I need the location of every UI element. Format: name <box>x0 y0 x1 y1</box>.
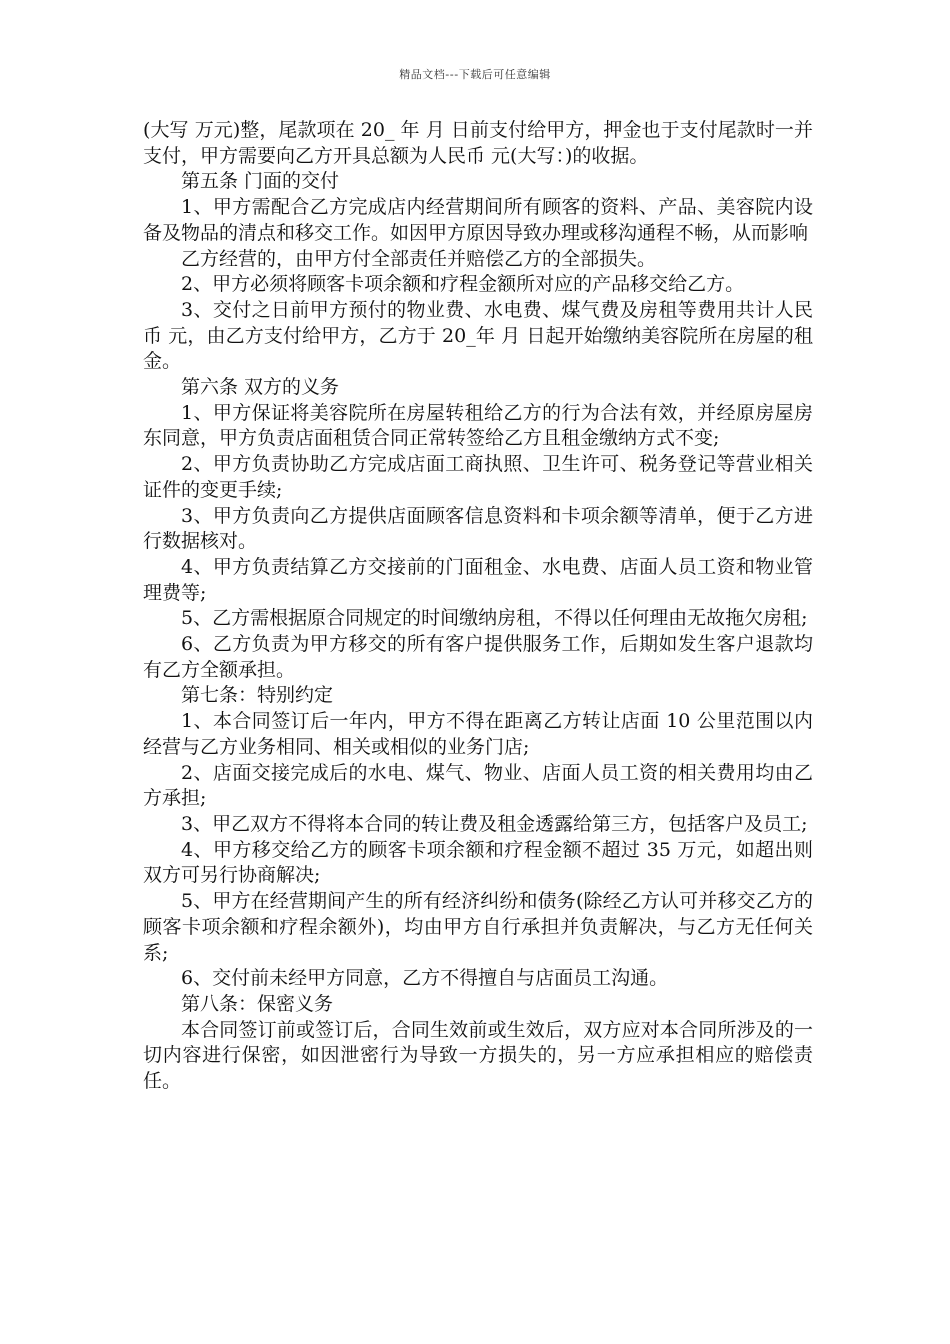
section-heading-8: 第八条：保密义务 <box>181 992 334 1015</box>
section-heading-7: 第七条：特别约定 <box>181 684 334 707</box>
paragraph-6-4: 4、甲方负责结算乙方交接前的门面租金、水电费、店面人员工资和物业管理费等; <box>143 555 813 604</box>
paragraph-7-1: 1、本合同签订后一年内，甲方不得在距离乙方转让店面 10 公里范围以内经营与乙方业务相同、相关或相似的业务门店; <box>143 710 813 758</box>
paragraph-6-2: 2、甲方负责协助乙方完成店面工商执照、卫生许可、税务登记等营业相关证件的变更手续; <box>143 453 813 501</box>
paragraph-5-3: 3、交付之日前甲方预付的物业费、水电费、煤气费及房租等费用共计人民币 元，由乙方支付给甲方，乙方于 20_年 月 日起开始缴纳美容院所在房屋的租金。 <box>143 298 813 373</box>
paragraph-7-2: 2、店面交接完成后的水电、煤气、物业、店面人员工资的相关费用均由乙方承担; <box>143 761 813 810</box>
paragraph-5-2: 2、甲方必须将顾客卡项余额和疗程金额所对应的产品移交给乙方。 <box>181 273 745 296</box>
page-header: 精品文档---下载后可任意编辑 <box>399 68 551 81</box>
paragraph-7-4: 4、甲方移交给乙方的顾客卡项余额和疗程金额不超过 35 万元，如超出则双方可另行协商解决; <box>143 838 813 887</box>
paragraph-payment-terms: (大写 万元)整，尾款项在 20_ 年 月 日前支付给甲方，押金也于支付尾款时一并支付，甲方需要向乙方开具总额为人民币 元(大写：)的收据。 <box>143 119 813 167</box>
paragraph-5-1-cont: 乙方经营的，由甲方付全部责任并赔偿乙方的全部损失。 <box>181 247 657 270</box>
paragraph-7-6: 6、交付前未经甲方同意，乙方不得擅自与店面员工沟通。 <box>181 967 669 990</box>
paragraph-6-3: 3、甲方负责向乙方提供店面顾客信息资料和卡项余额等清单，便于乙方进行数据核对。 <box>143 504 813 553</box>
section-heading-6: 第六条 双方的义务 <box>181 376 340 399</box>
paragraph-6-5: 5、乙方需根据原合同规定的时间缴纳房租，不得以任何理由无故拖欠房租; <box>181 607 808 630</box>
paragraph-8-1: 本合同签订前或签订后，合同生效前或生效后，双方应对本合同所涉及的一切内容进行保密，如因泄密行为导致一方损失的，另一方应承担相应的赔偿责任。 <box>143 1018 813 1093</box>
section-heading-5: 第五条 门面的交付 <box>181 170 340 193</box>
paragraph-6-1: 1、甲方保证将美容院所在房屋转租给乙方的行为合法有效，并经原房屋房东同意，甲方负责店面租赁合同正常转签给乙方且租金缴纳方式不变; <box>143 401 813 450</box>
paragraph-7-3: 3、甲乙双方不得将本合同的转让费及租金透露给第三方，包括客户及员工; <box>181 812 808 835</box>
paragraph-5-1: 1、甲方需配合乙方完成店内经营期间所有顾客的资料、产品、美容院内设备及物品的清点和移交工作。如因甲方原因导致办理或移沟通程不畅，从而影响 <box>143 196 813 244</box>
paragraph-6-6: 6、乙方负责为甲方移交的所有客户提供服务工作，后期如发生客户退款均有乙方全额承担。 <box>143 633 813 681</box>
paragraph-7-5: 5、甲方在经营期间产生的所有经济纠纷和债务(除经乙方认可并移交乙方的顾客卡项余额和疗程余额外)，均由甲方自行承担并负责解决，与乙方无任何关系; <box>143 890 813 964</box>
document-body <box>143 118 813 1095</box>
